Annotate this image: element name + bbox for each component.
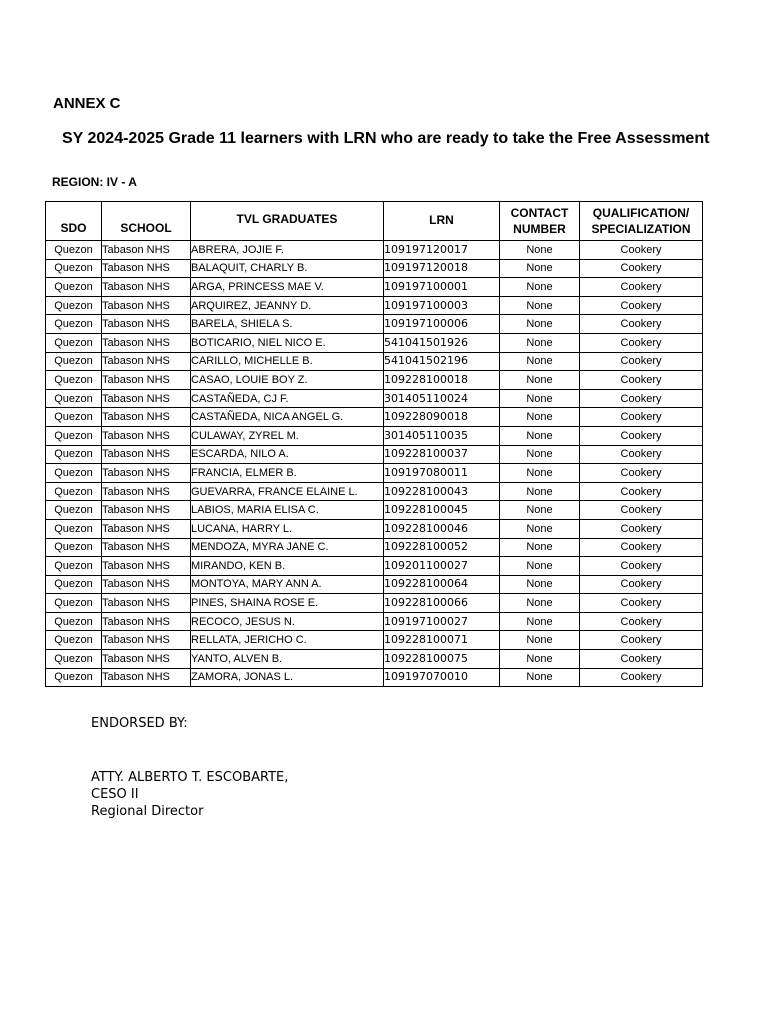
table-row bbox=[46, 352, 703, 371]
cell-graduate-name: RECOCO, JESUS N. bbox=[191, 612, 384, 631]
table-row bbox=[46, 519, 703, 538]
cell-qualification: Cookery bbox=[580, 333, 703, 352]
table-row bbox=[46, 426, 703, 445]
cell-school: Tabason NHS bbox=[102, 371, 191, 390]
cell-lrn: 109228100018 bbox=[384, 371, 500, 390]
cell-school: Tabason NHS bbox=[102, 557, 191, 576]
cell-sdo: Quezon bbox=[46, 278, 102, 297]
cell-sdo: Quezon bbox=[46, 389, 102, 408]
cell-contact-number: None bbox=[500, 352, 580, 371]
cell-qualification: Cookery bbox=[580, 519, 703, 538]
cell-qualification: Cookery bbox=[580, 445, 703, 464]
table-body bbox=[46, 241, 703, 687]
cell-sdo: Quezon bbox=[46, 631, 102, 650]
cell-contact-number: None bbox=[500, 575, 580, 594]
cell-graduate-name: CULAWAY, ZYREL M. bbox=[191, 426, 384, 445]
cell-qualification: Cookery bbox=[580, 278, 703, 297]
table-row bbox=[46, 333, 703, 352]
cell-contact-number: None bbox=[500, 426, 580, 445]
cell-graduate-name: MIRANDO, KEN B. bbox=[191, 557, 384, 576]
cell-contact-number: None bbox=[500, 241, 580, 260]
cell-qualification: Cookery bbox=[580, 538, 703, 557]
cell-graduate-name: ESCARDA, NILO A. bbox=[191, 445, 384, 464]
cell-qualification: Cookery bbox=[580, 315, 703, 334]
cell-qualification: Cookery bbox=[580, 612, 703, 631]
cell-sdo: Quezon bbox=[46, 464, 102, 483]
cell-contact-number: None bbox=[500, 650, 580, 669]
cell-contact-number: None bbox=[500, 482, 580, 501]
cell-lrn: 109228100045 bbox=[384, 501, 500, 520]
cell-qualification: Cookery bbox=[580, 241, 703, 260]
table-row bbox=[46, 575, 703, 594]
cell-sdo: Quezon bbox=[46, 538, 102, 557]
cell-sdo: Quezon bbox=[46, 519, 102, 538]
cell-school: Tabason NHS bbox=[102, 315, 191, 334]
cell-sdo: Quezon bbox=[46, 352, 102, 371]
cell-lrn: 109197100001 bbox=[384, 278, 500, 297]
cell-sdo: Quezon bbox=[46, 333, 102, 352]
cell-school: Tabason NHS bbox=[102, 631, 191, 650]
cell-graduate-name: ABRERA, JOJIE F. bbox=[191, 241, 384, 260]
cell-graduate-name: ARQUIREZ, JEANNY D. bbox=[191, 296, 384, 315]
cell-sdo: Quezon bbox=[46, 241, 102, 260]
cell-contact-number: None bbox=[500, 519, 580, 538]
cell-graduate-name: YANTO, ALVEN B. bbox=[191, 650, 384, 669]
cell-lrn: 109197100027 bbox=[384, 612, 500, 631]
cell-lrn: 109228100043 bbox=[384, 482, 500, 501]
cell-qualification: Cookery bbox=[580, 557, 703, 576]
cell-graduate-name: MONTOYA, MARY ANN A. bbox=[191, 575, 384, 594]
signatory-title: Regional Director bbox=[91, 804, 204, 819]
cell-contact-number: None bbox=[500, 594, 580, 613]
cell-contact-number: None bbox=[500, 612, 580, 631]
header-tvl-graduates: TVL GRADUATES bbox=[191, 202, 384, 241]
cell-school: Tabason NHS bbox=[102, 259, 191, 278]
cell-school: Tabason NHS bbox=[102, 241, 191, 260]
cell-lrn: 109201100027 bbox=[384, 557, 500, 576]
cell-graduate-name: PINES, SHAINA ROSE E. bbox=[191, 594, 384, 613]
cell-graduate-name: LUCANA, HARRY L. bbox=[191, 519, 384, 538]
cell-lrn: 109197120017 bbox=[384, 241, 500, 260]
table-row bbox=[46, 445, 703, 464]
cell-graduate-name: MENDOZA, MYRA JANE C. bbox=[191, 538, 384, 557]
annex-label: ANNEX C bbox=[53, 95, 121, 112]
cell-sdo: Quezon bbox=[46, 426, 102, 445]
cell-lrn: 541041502196 bbox=[384, 352, 500, 371]
cell-lrn: 109228100066 bbox=[384, 594, 500, 613]
cell-lrn: 109197120018 bbox=[384, 259, 500, 278]
cell-qualification: Cookery bbox=[580, 259, 703, 278]
cell-qualification: Cookery bbox=[580, 426, 703, 445]
signatory-block bbox=[91, 769, 288, 820]
cell-graduate-name: CARILLO, MICHELLE B. bbox=[191, 352, 384, 371]
cell-school: Tabason NHS bbox=[102, 668, 191, 687]
header-contact-number: CONTACT NUMBER bbox=[500, 202, 580, 241]
cell-school: Tabason NHS bbox=[102, 333, 191, 352]
cell-contact-number: None bbox=[500, 538, 580, 557]
cell-graduate-name: GUEVARRA, FRANCE ELAINE L. bbox=[191, 482, 384, 501]
cell-qualification: Cookery bbox=[580, 631, 703, 650]
cell-school: Tabason NHS bbox=[102, 278, 191, 297]
cell-graduate-name: RELLATA, JERICHO C. bbox=[191, 631, 384, 650]
region-label: REGION: IV - A bbox=[52, 175, 137, 189]
cell-school: Tabason NHS bbox=[102, 464, 191, 483]
cell-lrn: 109197070010 bbox=[384, 668, 500, 687]
header-school: SCHOOL bbox=[102, 202, 191, 241]
cell-sdo: Quezon bbox=[46, 315, 102, 334]
cell-school: Tabason NHS bbox=[102, 650, 191, 669]
table-row bbox=[46, 371, 703, 390]
cell-school: Tabason NHS bbox=[102, 445, 191, 464]
cell-sdo: Quezon bbox=[46, 445, 102, 464]
document-title: SY 2024-2025 Grade 11 learners with LRN who are ready to take the Free Assessment bbox=[62, 130, 710, 147]
signatory-rank: CESO II bbox=[91, 787, 139, 802]
cell-school: Tabason NHS bbox=[102, 426, 191, 445]
cell-contact-number: None bbox=[500, 333, 580, 352]
cell-qualification: Cookery bbox=[580, 668, 703, 687]
cell-sdo: Quezon bbox=[46, 594, 102, 613]
cell-graduate-name: LABIOS, MARIA ELISA C. bbox=[191, 501, 384, 520]
table-row bbox=[46, 650, 703, 669]
cell-contact-number: None bbox=[500, 445, 580, 464]
cell-lrn: 109228100071 bbox=[384, 631, 500, 650]
cell-lrn: 301405110024 bbox=[384, 389, 500, 408]
cell-school: Tabason NHS bbox=[102, 594, 191, 613]
table-row bbox=[46, 408, 703, 427]
table-row bbox=[46, 241, 703, 260]
cell-lrn: 109197100006 bbox=[384, 315, 500, 334]
table-row bbox=[46, 631, 703, 650]
cell-graduate-name: CASTAÑEDA, NICA ANGEL G. bbox=[191, 408, 384, 427]
cell-sdo: Quezon bbox=[46, 259, 102, 278]
table-row bbox=[46, 482, 703, 501]
cell-lrn: 301405110035 bbox=[384, 426, 500, 445]
table-row bbox=[46, 501, 703, 520]
cell-graduate-name: BOTICARIO, NIEL NICO E. bbox=[191, 333, 384, 352]
cell-qualification: Cookery bbox=[580, 594, 703, 613]
cell-contact-number: None bbox=[500, 501, 580, 520]
learners-table bbox=[45, 201, 703, 687]
cell-contact-number: None bbox=[500, 464, 580, 483]
cell-qualification: Cookery bbox=[580, 501, 703, 520]
cell-lrn: 109197100003 bbox=[384, 296, 500, 315]
cell-school: Tabason NHS bbox=[102, 296, 191, 315]
cell-sdo: Quezon bbox=[46, 557, 102, 576]
cell-contact-number: None bbox=[500, 631, 580, 650]
cell-contact-number: None bbox=[500, 296, 580, 315]
cell-school: Tabason NHS bbox=[102, 352, 191, 371]
cell-lrn: 109228100075 bbox=[384, 650, 500, 669]
cell-sdo: Quezon bbox=[46, 668, 102, 687]
cell-qualification: Cookery bbox=[580, 575, 703, 594]
cell-contact-number: None bbox=[500, 408, 580, 427]
cell-contact-number: None bbox=[500, 315, 580, 334]
cell-graduate-name: ZAMORA, JONAS L. bbox=[191, 668, 384, 687]
cell-lrn: 109228100046 bbox=[384, 519, 500, 538]
cell-qualification: Cookery bbox=[580, 352, 703, 371]
table-row bbox=[46, 296, 703, 315]
table-row bbox=[46, 612, 703, 631]
cell-school: Tabason NHS bbox=[102, 482, 191, 501]
cell-graduate-name: BALAQUIT, CHARLY B. bbox=[191, 259, 384, 278]
cell-qualification: Cookery bbox=[580, 371, 703, 390]
cell-sdo: Quezon bbox=[46, 408, 102, 427]
cell-lrn: 109197080011 bbox=[384, 464, 500, 483]
table-header-row bbox=[46, 202, 703, 241]
cell-qualification: Cookery bbox=[580, 482, 703, 501]
cell-qualification: Cookery bbox=[580, 408, 703, 427]
header-lrn: LRN bbox=[384, 202, 500, 241]
cell-sdo: Quezon bbox=[46, 371, 102, 390]
cell-graduate-name: CASAO, LOUIE BOY Z. bbox=[191, 371, 384, 390]
table-row bbox=[46, 315, 703, 334]
table-row bbox=[46, 389, 703, 408]
cell-lrn: 109228090018 bbox=[384, 408, 500, 427]
cell-school: Tabason NHS bbox=[102, 408, 191, 427]
cell-lrn: 541041501926 bbox=[384, 333, 500, 352]
cell-qualification: Cookery bbox=[580, 464, 703, 483]
cell-contact-number: None bbox=[500, 371, 580, 390]
cell-sdo: Quezon bbox=[46, 650, 102, 669]
cell-contact-number: None bbox=[500, 278, 580, 297]
cell-sdo: Quezon bbox=[46, 612, 102, 631]
cell-contact-number: None bbox=[500, 259, 580, 278]
cell-graduate-name: ARGA, PRINCESS MAE V. bbox=[191, 278, 384, 297]
cell-lrn: 109228100052 bbox=[384, 538, 500, 557]
table-row bbox=[46, 278, 703, 297]
cell-contact-number: None bbox=[500, 389, 580, 408]
signatory-name: ATTY. ALBERTO T. ESCOBARTE, bbox=[91, 770, 289, 785]
header-qualification: QUALIFICATION/ SPECIALIZATION bbox=[580, 202, 703, 241]
cell-lrn: 109228100064 bbox=[384, 575, 500, 594]
cell-sdo: Quezon bbox=[46, 296, 102, 315]
cell-sdo: Quezon bbox=[46, 575, 102, 594]
cell-graduate-name: CASTAÑEDA, CJ F. bbox=[191, 389, 384, 408]
cell-contact-number: None bbox=[500, 557, 580, 576]
cell-contact-number: None bbox=[500, 668, 580, 687]
table-row bbox=[46, 259, 703, 278]
table-row bbox=[46, 668, 703, 687]
cell-sdo: Quezon bbox=[46, 501, 102, 520]
table-row bbox=[46, 594, 703, 613]
table-row bbox=[46, 557, 703, 576]
cell-graduate-name: BARELA, SHIELA S. bbox=[191, 315, 384, 334]
cell-sdo: Quezon bbox=[46, 482, 102, 501]
cell-qualification: Cookery bbox=[580, 389, 703, 408]
header-sdo: SDO bbox=[46, 202, 102, 241]
cell-qualification: Cookery bbox=[580, 650, 703, 669]
cell-qualification: Cookery bbox=[580, 296, 703, 315]
endorsed-by-label: ENDORSED BY: bbox=[91, 716, 188, 731]
cell-school: Tabason NHS bbox=[102, 575, 191, 594]
cell-school: Tabason NHS bbox=[102, 538, 191, 557]
cell-lrn: 109228100037 bbox=[384, 445, 500, 464]
cell-school: Tabason NHS bbox=[102, 501, 191, 520]
cell-graduate-name: FRANCIA, ELMER B. bbox=[191, 464, 384, 483]
cell-school: Tabason NHS bbox=[102, 389, 191, 408]
cell-school: Tabason NHS bbox=[102, 519, 191, 538]
table-row bbox=[46, 464, 703, 483]
cell-school: Tabason NHS bbox=[102, 612, 191, 631]
table-row bbox=[46, 538, 703, 557]
